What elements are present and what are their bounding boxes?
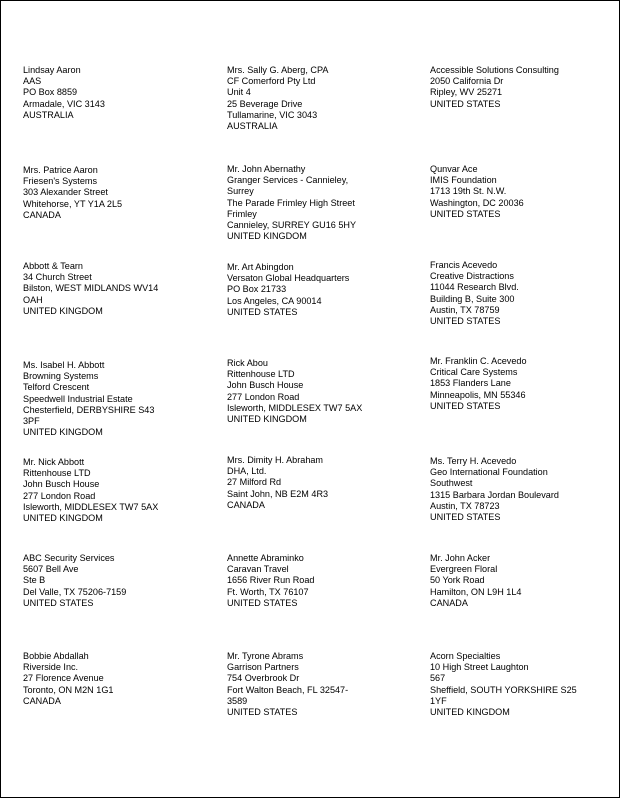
address-label (227, 262, 412, 318)
label-line: 34 Church Street (23, 272, 92, 283)
label-line: 50 York Road (430, 575, 485, 586)
label-line: 277 London Road (23, 490, 96, 501)
label-line: 754 Overbrook Dr (227, 673, 300, 684)
address-label (227, 164, 412, 242)
label-line: UNITED STATES (430, 98, 501, 109)
label-line: CF Comerford Pty Ltd (227, 76, 316, 87)
label-line: Telford Crescent (23, 382, 90, 393)
address-label (227, 65, 412, 132)
label-line: Rittenhouse LTD (23, 468, 91, 479)
label-line: AAS (23, 76, 42, 87)
label-line: Sheffield, SOUTH YORKSHIRE S25 (430, 684, 577, 695)
label-line: UNITED STATES (227, 707, 298, 718)
label-line: Mrs. Sally G. Aberg, CPA (227, 65, 329, 75)
label-line: PO Box 21733 (227, 284, 287, 295)
address-label (23, 457, 208, 524)
label-line: 3589 (227, 695, 248, 706)
label-line: UNITED KINGDOM (227, 414, 307, 425)
address-label (227, 358, 412, 425)
label-line: 10 High Street Laughton (430, 662, 529, 673)
label-line: Accessible Solutions Consulting (430, 65, 559, 75)
label-line: Southwest (430, 478, 473, 489)
label-line: Chesterfield, DERBYSHIRE S43 (23, 404, 155, 415)
label-line: Critical Care Systems (430, 367, 518, 378)
label-line: UNITED KINGDOM (23, 427, 103, 438)
label-line: Ms. Isabel H. Abbott (23, 360, 105, 370)
label-line: Riverside Inc. (23, 662, 79, 673)
label-line: UNITED KINGDOM (23, 513, 103, 524)
address-label (23, 261, 208, 317)
address-label (227, 553, 412, 609)
address-label (430, 164, 615, 220)
label-line: Ms. Terry H. Acevedo (430, 456, 517, 466)
address-label (23, 651, 208, 707)
label-line: Rittenhouse LTD (227, 369, 295, 380)
label-line: John Busch House (227, 380, 304, 391)
label-line: AUSTRALIA (227, 121, 278, 132)
label-line: Mr. Nick Abbott (23, 457, 85, 467)
label-line: Tullamarine, VIC 3043 (227, 109, 318, 120)
label-line: Mrs. Patrice Aaron (23, 165, 98, 175)
label-line: Rick Abou (227, 358, 268, 368)
label-line: Lindsay Aaron (23, 65, 81, 75)
address-label (23, 360, 208, 438)
label-line: 5607 Bell Ave (23, 564, 79, 575)
label-line: UNITED STATES (430, 316, 501, 327)
address-label (23, 165, 208, 221)
label-line: Mr. John Acker (430, 553, 491, 563)
label-line: Garrison Partners (227, 662, 299, 673)
label-line: Austin, TX 78759 (430, 304, 500, 315)
address-label (430, 651, 615, 718)
label-line: Bobbie Abdallah (23, 651, 89, 661)
address-label (430, 553, 615, 609)
address-label (227, 651, 412, 718)
label-line: Acorn Specialties (430, 651, 501, 661)
label-line: Cannieley, SURREY GU16 5HY (227, 220, 357, 231)
label-line: 27 Milford Rd (227, 477, 282, 488)
label-line: OAH (23, 294, 43, 305)
address-label (23, 553, 208, 609)
address-label (430, 260, 615, 327)
address-label (430, 65, 615, 110)
label-line: ABC Security Services (23, 553, 115, 563)
label-line: 25 Beverage Drive (227, 98, 303, 109)
label-line: 1853 Flanders Lane (430, 378, 511, 389)
label-line: 1YF (430, 695, 447, 706)
label-line: Mr. Art Abingdon (227, 262, 294, 272)
label-line: 1656 River Run Road (227, 575, 315, 586)
label-line: Del Valle, TX 75206-7159 (23, 586, 127, 597)
label-line: Creative Distractions (430, 271, 514, 282)
label-line: Austin, TX 78723 (430, 500, 500, 511)
label-line: Mr. Tyrone Abrams (227, 651, 304, 661)
label-line: Isleworth, MIDDLESEX TW7 5AX (227, 402, 363, 413)
label-line: Toronto, ON M2N 1G1 (23, 684, 114, 695)
label-line: Minneapolis, MN 55346 (430, 389, 526, 400)
label-line: UNITED STATES (227, 306, 298, 317)
label-line: Ste B (23, 575, 46, 586)
label-line: Building B, Suite 300 (430, 293, 515, 304)
label-line: CANADA (23, 695, 61, 706)
address-label (430, 456, 615, 523)
label-line: Bilston, WEST MIDLANDS WV14 (23, 283, 159, 294)
label-line: Francis Acevedo (430, 260, 498, 270)
label-line: Fort Walton Beach, FL 32547- (227, 684, 349, 695)
address-label (227, 455, 412, 511)
label-line: Mr. John Abernathy (227, 164, 306, 174)
address-label (430, 356, 615, 412)
label-line: Mrs. Dimity H. Abraham (227, 455, 324, 465)
label-line: AUSTRALIA (23, 109, 74, 120)
label-line: Ft. Worth, TX 76107 (227, 586, 309, 597)
label-line: UNITED STATES (430, 400, 501, 411)
label-line: John Busch House (23, 479, 100, 490)
label-line: Armadale, VIC 3143 (23, 98, 105, 109)
label-line: Annette Abraminko (227, 553, 304, 563)
label-line: Granger Services - Cannieley, (227, 175, 349, 186)
label-line: Hamilton, ON L9H 1L4 (430, 586, 522, 597)
label-line: 2050 California Dr (430, 76, 504, 87)
label-line: 3PF (23, 416, 40, 427)
label-line: 1315 Barbara Jordan Boulevard (430, 489, 559, 500)
label-line: UNITED STATES (227, 597, 298, 608)
label-line: Unit 4 (227, 87, 251, 98)
label-line: DHA, Ltd. (227, 466, 267, 477)
label-line: Washington, DC 20036 (430, 197, 524, 208)
label-line: Evergreen Floral (430, 564, 498, 575)
label-line: UNITED KINGDOM (23, 305, 103, 316)
address-label (23, 65, 208, 121)
label-line: Los Angeles, CA 90014 (227, 295, 322, 306)
label-line: Friesen's Systems (23, 176, 97, 187)
label-line: CANADA (23, 209, 61, 220)
label-line: Frimley (227, 208, 257, 219)
label-line: 27 Florence Avenue (23, 673, 104, 684)
label-line: Caravan Travel (227, 564, 289, 575)
label-line: 11044 Research Blvd. (430, 282, 519, 293)
label-line: CANADA (430, 597, 468, 608)
label-line: Ripley, WV 25271 (430, 87, 503, 98)
label-line: Speedwell Industrial Estate (23, 393, 133, 404)
label-line: 1713 19th St. N.W. (430, 186, 507, 197)
label-line: UNITED STATES (430, 512, 501, 523)
label-line: UNITED STATES (23, 597, 94, 608)
label-line: UNITED STATES (430, 208, 501, 219)
label-line: 277 London Road (227, 391, 300, 402)
label-line: Versaton Global Headquarters (227, 273, 350, 284)
label-line: PO Box 8859 (23, 87, 78, 98)
label-line: UNITED KINGDOM (430, 707, 510, 718)
label-line: Abbott & Tearn (23, 261, 83, 271)
label-line: The Parade Frimley High Street (227, 197, 355, 208)
label-line: UNITED KINGDOM (227, 231, 307, 242)
label-line: Whitehorse, YT Y1A 2L5 (23, 198, 123, 209)
label-line: IMIS Foundation (430, 175, 497, 186)
label-line: 303 Alexander Street (23, 187, 108, 198)
label-line: 567 (430, 673, 446, 684)
label-line: Qunvar Ace (430, 164, 478, 174)
label-line: Surrey (227, 186, 254, 197)
label-line: Geo International Foundation (430, 467, 548, 478)
label-line: Saint John, NB E2M 4R3 (227, 488, 329, 499)
label-line: Browning Systems (23, 371, 99, 382)
label-line: CANADA (227, 499, 265, 510)
label-line: Mr. Franklin C. Acevedo (430, 356, 527, 366)
label-line: Isleworth, MIDDLESEX TW7 5AX (23, 501, 159, 512)
